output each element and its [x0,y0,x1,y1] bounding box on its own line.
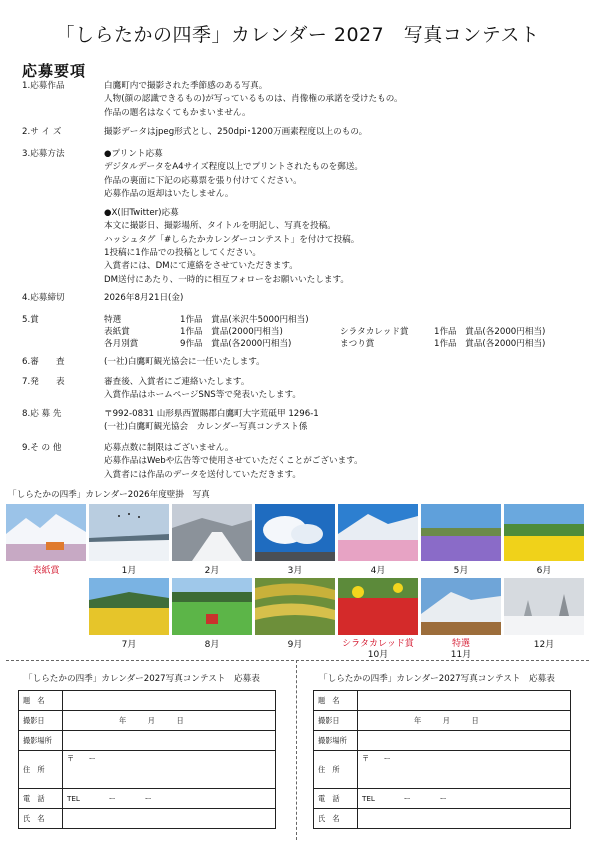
photo-label-september: 9月 [287,640,303,650]
form-label-phone: 電 話 [314,789,358,809]
photo-november [421,578,501,635]
form-label-phone: 電 話 [19,789,63,809]
prize-name: 各月別賞 [104,339,139,349]
section-label: 9.そ の 他 [22,443,62,453]
section-line: ●プリント応募 [104,149,163,159]
photo-october [338,578,418,635]
prize-detail: 1作品 賞品(各2000円相当) [434,339,546,349]
prize-detail: 9作品 賞品(各2000円相当) [180,339,292,349]
photo-label-april: 4月 [370,566,386,576]
photo-label-august: 8月 [204,640,220,650]
entry-form-left [18,672,276,829]
photo-april [338,504,418,561]
photo-label-december: 12月 [533,640,555,650]
photo-december [504,578,584,635]
section-label: 6.審 査 [22,357,65,367]
photo-label-march: 3月 [287,566,303,576]
section-line: 入賞作品はホームページSNS等で発表いたします。 [104,390,301,401]
form-field-name[interactable] [358,809,571,829]
photo-january [89,504,169,561]
form-field-date[interactable]: 年 月 日 [63,711,276,731]
section-line: 応募点数に制限はございません。 [104,443,234,453]
form-title: 「しらたかの四季」カレンダー2027写真コンテスト 応募表 [319,674,555,684]
section-line: ●X(旧Twitter)応募 [104,208,179,219]
photo-label-shirataka-red: シラタカレッド賞 [342,639,414,649]
section-line: DM送付にあたり、一時的に相互フォローをお願いいたします。 [104,274,349,285]
gallery-caption: 「しらたかの四季」カレンダー2026年度壁掛 写真 [8,490,210,500]
photo-cover [6,504,86,561]
prize-name: 特選 [104,315,122,325]
form-field-phone[interactable]: TEL ー ー [63,789,276,809]
section-label: 3.応募方法 [22,149,65,159]
cut-line [6,660,589,661]
section-label: 4.応募締切 [22,293,65,303]
section-label: 8.応 募 先 [22,409,62,419]
form-field-address[interactable]: 〒 ー [63,751,276,789]
photo-sublabel-november: 11月 [450,650,472,660]
form-field-date[interactable]: 年 月 日 [358,711,571,731]
section-line: 〒992-0831 山形県西置賜郡白鷹町大字荒砥甲 1296-1 [104,409,319,419]
prize-name: シラタカレッド賞 [340,327,409,337]
prize-detail: 1作品 賞品(各2000円相当) [434,327,546,337]
photo-label-may: 5月 [453,566,469,576]
section-line: 2026年8月21日(金) [104,293,184,303]
form-label-date: 撮影日 [19,711,63,731]
photo-sublabel-october: 10月 [367,650,389,660]
section-line: 作品の裏面に下記の応募票を張り付けてください。 [104,175,302,186]
entry-form-table [18,690,276,829]
section-line: (一社)白鷹町観光協会に一任いたします。 [104,357,265,367]
form-label-address: 住 所 [314,751,358,789]
photo-september [255,578,335,635]
photo-label-july: 7月 [121,640,137,650]
photo-june [504,504,584,561]
form-label-address: 住 所 [19,751,63,789]
form-label-place: 撮影場所 [19,731,63,751]
prize-detail: 1作品 賞品(2000円相当) [180,327,283,337]
section-line: 応募作品の返却はいたしません。 [104,188,234,199]
photo-label-grand-prize: 特選 [451,639,470,649]
prize-name: まつり賞 [340,339,375,349]
section-line: デジタルデータをA4サイズ程度以上でプリントされたものを郵送。 [104,162,364,173]
section-line: 人物(顔の認識できるもの)が写っているものは、肖像権の承諾を受けたもの。 [104,94,403,105]
entry-form-right [313,672,571,829]
photo-label-june: 6月 [536,566,552,576]
photo-march [255,504,335,561]
photo-august [172,578,252,635]
section-heading: 応募要項 [22,62,87,80]
photo-july [89,578,169,635]
section-label: 5.賞 [22,315,39,325]
form-label-title: 題 名 [314,691,358,711]
photo-february [172,504,252,561]
photo-label-cover: 表紙賞 [32,566,60,576]
page-title: 「しらたかの四季」カレンダー 2027 写真コンテスト [55,24,540,46]
cut-line-vertical [296,660,297,840]
section-line: 入賞者には作品のデータを送付していただきます。 [104,469,301,480]
section-line: 1投稿に1作品での投稿としてください。 [104,248,262,259]
form-label-place: 撮影場所 [314,731,358,751]
photo-label-february: 2月 [204,566,220,576]
section-line: (一社)白鷹町観光協会 カレンダー写真コンテスト係 [104,422,308,433]
photo-may [421,504,501,561]
prize-detail: 1作品 賞品(米沢牛5000円相当) [180,315,309,325]
form-field-address[interactable]: 〒 ー [358,751,571,789]
form-label-name: 氏 名 [19,809,63,829]
section-line: 入賞者には、DMにて連絡をさせていただきます。 [104,261,298,272]
section-line: 応募作品はWebや広告等で使用させていただくことがございます。 [104,456,363,467]
photo-label-january: 1月 [121,566,137,576]
section-line: 作品の題名はなくてもかまいません。 [104,107,251,118]
form-label-date: 撮影日 [314,711,358,731]
section-line: ハッシュタグ「#しらたかカレンダーコンテスト」を付けて投稿。 [104,234,360,245]
form-label-title: 題 名 [19,691,63,711]
form-label-name: 氏 名 [314,809,358,829]
form-field-phone[interactable]: TEL ー ー [358,789,571,809]
entry-form-table [313,690,571,829]
form-field-title[interactable] [358,691,571,711]
section-line: 審査後、入賞者にご連絡いたします。 [104,377,250,387]
section-line: 白鷹町内で撮影された季節感のある写真。 [104,81,268,91]
section-line: 本文に撮影日、撮影場所、タイトルを明記し、写真を投稿。 [104,221,336,232]
section-line: 撮影データはjpeg形式とし、250dpi･1200万画素程度以上のもの。 [104,127,368,137]
section-label: 1.応募作品 [22,81,65,91]
section-label: 7.発 表 [22,377,65,387]
form-title: 「しらたかの四季」カレンダー2027写真コンテスト 応募表 [24,674,260,684]
section-label: 2.サ イ ズ [22,127,62,137]
form-field-place[interactable] [358,731,571,751]
form-field-title[interactable] [63,691,276,711]
form-field-name[interactable] [63,809,276,829]
form-field-place[interactable] [63,731,276,751]
prize-name: 表紙賞 [104,327,130,337]
